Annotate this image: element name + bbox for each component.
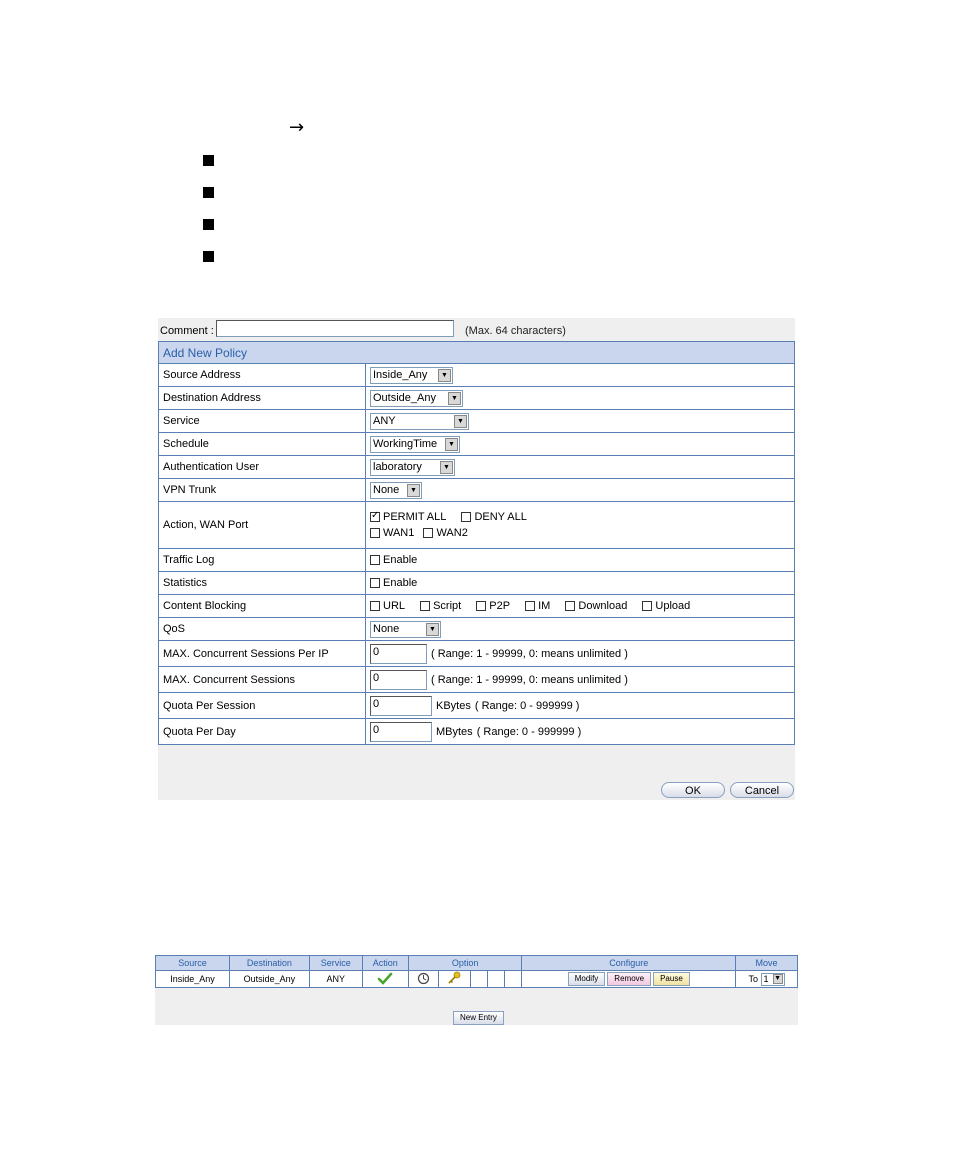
wan1-label: WAN1	[383, 527, 415, 540]
vpn-trunk-value: None	[373, 484, 400, 496]
script-label: Script	[433, 600, 462, 613]
schedule-label: Schedule	[159, 433, 366, 456]
col-destination: Destination	[229, 956, 309, 971]
schedule-select[interactable]	[370, 436, 460, 453]
service-label: Service	[159, 410, 366, 433]
quota-session-input[interactable]: 0	[370, 696, 432, 716]
destination-address-value: Outside_Any	[373, 392, 436, 404]
quota-session-label: Quota Per Session	[159, 693, 366, 719]
chevron-down-icon: ▼	[774, 975, 781, 982]
deny-all-checkbox[interactable]	[461, 512, 471, 522]
max-sessions-label: MAX. Concurrent Sessions	[159, 667, 366, 693]
service-select[interactable]	[370, 413, 469, 430]
upload-label: Upload	[655, 600, 691, 613]
key-icon	[447, 971, 461, 985]
chevron-down-icon: ▼	[426, 623, 439, 636]
chevron-down-icon: ▼	[448, 392, 461, 405]
traffic-log-checkbox[interactable]	[370, 555, 380, 565]
statistics-option: Enable	[383, 577, 418, 590]
row-option-empty	[470, 971, 487, 988]
col-configure: Configure	[522, 956, 736, 971]
row-option-empty	[505, 971, 522, 988]
quota-day-unit: MBytes	[436, 725, 473, 738]
qos-select[interactable]	[370, 621, 441, 638]
max-sessions-input[interactable]: 0	[370, 670, 427, 690]
move-to-label: To	[748, 973, 759, 984]
source-address-select[interactable]	[370, 367, 453, 384]
script-checkbox[interactable]	[420, 601, 430, 611]
row-option-empty	[488, 971, 505, 988]
service-value: ANY	[373, 415, 396, 427]
auth-user-select[interactable]	[370, 459, 455, 476]
policy-list	[155, 955, 798, 1025]
permit-check-icon	[377, 972, 393, 985]
move-select[interactable]	[761, 973, 785, 986]
comment-row	[158, 318, 795, 341]
url-checkbox[interactable]	[370, 601, 380, 611]
bullet-icon	[203, 187, 214, 198]
quota-session-hint: ( Range: 0 - 999999 )	[474, 699, 580, 712]
wan2-label: WAN2	[436, 527, 468, 540]
destination-address-label: Destination Address	[159, 387, 366, 410]
pause-button[interactable]: Pause	[653, 972, 690, 986]
quota-day-label: Quota Per Day	[159, 719, 366, 745]
source-address-label: Source Address	[159, 364, 366, 387]
auth-user-label: Authentication User	[159, 456, 366, 479]
p2p-label: P2P	[489, 600, 511, 613]
permit-all-label: PERMIT ALL	[383, 511, 447, 523]
bullet-icon	[203, 251, 214, 262]
url-label: URL	[383, 600, 406, 613]
p2p-checkbox[interactable]	[476, 601, 486, 611]
col-source: Source	[156, 956, 230, 971]
max-sessions-ip-label: MAX. Concurrent Sessions Per IP	[159, 641, 366, 667]
table-row	[156, 971, 798, 988]
vpn-trunk-label: VPN Trunk	[159, 479, 366, 502]
row-action	[362, 971, 408, 988]
destination-address-select[interactable]	[370, 390, 463, 407]
chevron-down-icon: ▼	[445, 438, 458, 451]
clock-icon	[417, 972, 430, 985]
wan1-checkbox[interactable]	[370, 528, 380, 538]
qos-label: QoS	[159, 618, 366, 641]
move-value: 1	[763, 974, 769, 984]
quota-session-unit: KBytes	[436, 699, 471, 712]
new-entry-button[interactable]: New Entry	[453, 1011, 504, 1025]
rules-table	[155, 955, 798, 988]
modify-button[interactable]: Modify	[568, 972, 606, 986]
deny-all-label: DENY ALL	[474, 511, 527, 523]
row-destination: Outside_Any	[229, 971, 309, 988]
vpn-trunk-select[interactable]	[370, 482, 422, 499]
qos-value: None	[373, 623, 400, 635]
remove-button[interactable]: Remove	[607, 972, 651, 986]
form-header: Add New Policy	[159, 342, 795, 364]
permit-all-checkbox[interactable]	[370, 512, 380, 522]
arrow-icon: →	[289, 117, 305, 138]
traffic-log-label: Traffic Log	[159, 549, 366, 572]
col-option: Option	[408, 956, 522, 971]
row-move	[736, 971, 798, 988]
row-source: Inside_Any	[156, 971, 230, 988]
download-checkbox[interactable]	[565, 601, 575, 611]
comment-hint: (Max. 64 characters)	[465, 325, 566, 337]
col-move: Move	[736, 956, 798, 971]
bullet-icon	[203, 155, 214, 166]
quota-day-input[interactable]: 0	[370, 722, 432, 742]
im-checkbox[interactable]	[525, 601, 535, 611]
comment-label: Comment :	[160, 325, 214, 337]
row-service: ANY	[309, 971, 362, 988]
quota-day-hint: ( Range: 0 - 999999 )	[476, 725, 582, 738]
statistics-checkbox[interactable]	[370, 578, 380, 588]
add-policy-form	[158, 318, 795, 800]
col-service: Service	[309, 956, 362, 971]
chevron-down-icon: ▼	[407, 484, 420, 497]
auth-user-value: laboratory	[373, 461, 422, 473]
statistics-label: Statistics	[159, 572, 366, 595]
ok-button[interactable]: OK	[661, 782, 725, 798]
chevron-down-icon: ▼	[440, 461, 453, 474]
max-sessions-hint: ( Range: 1 - 99999, 0: means unlimited )	[431, 673, 628, 686]
action-label: Action, WAN Port	[159, 502, 366, 549]
cancel-button[interactable]: Cancel	[730, 782, 794, 798]
content-blocking-label: Content Blocking	[159, 595, 366, 618]
wan2-checkbox[interactable]	[423, 528, 433, 538]
schedule-value: WorkingTime	[373, 438, 438, 450]
chevron-down-icon: ▼	[438, 369, 451, 382]
row-configure	[522, 971, 736, 988]
traffic-log-option: Enable	[383, 554, 418, 567]
upload-checkbox[interactable]	[642, 601, 652, 611]
im-label: IM	[538, 600, 551, 613]
chevron-down-icon: ▼	[454, 415, 467, 428]
row-option-schedule	[408, 971, 438, 988]
download-label: Download	[578, 600, 628, 613]
bullet-icon	[203, 219, 214, 230]
comment-input[interactable]	[216, 320, 454, 337]
policy-table	[158, 341, 795, 745]
source-address-value: Inside_Any	[373, 369, 428, 381]
row-option-auth	[438, 971, 470, 988]
max-sessions-ip-input[interactable]: 0	[370, 644, 427, 664]
max-sessions-ip-hint: ( Range: 1 - 99999, 0: means unlimited )	[431, 647, 628, 660]
col-action: Action	[362, 956, 408, 971]
